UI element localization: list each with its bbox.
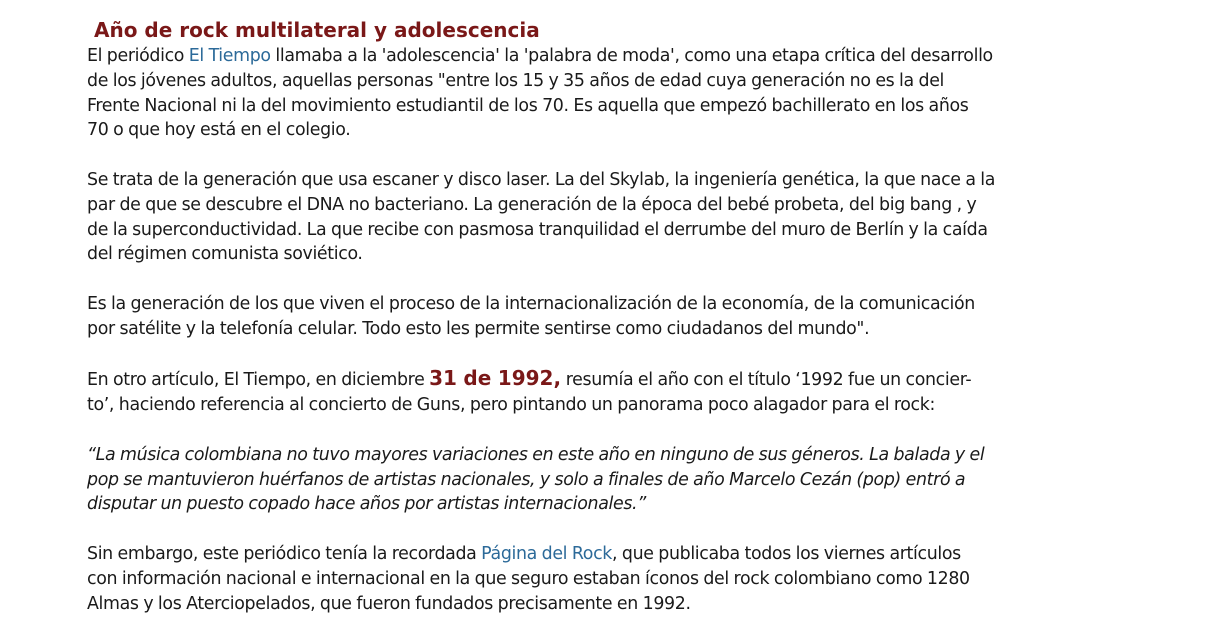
text: En otro artículo, El Tiempo, en diciembre	[87, 370, 430, 391]
date-highlight: 31 de 1992,	[429, 366, 562, 391]
quote-line: pop se mantuvieron huérfanos de artistas nacionales, y solo a finales de año Marcelo Cezán (pop) entró a	[87, 469, 966, 490]
text-line	[87, 542, 1197, 567]
paragraph-generacion	[87, 168, 1197, 267]
pagina-del-rock-link[interactable]: Página del Rock	[481, 543, 613, 564]
text-line: por satélite y la telefonía celular. Todo esto les permite sentirse como ciudadanos del mundo".	[87, 318, 870, 339]
paragraph-adolescencia	[87, 44, 1197, 143]
text: llamaba a la 'adolescencia' la 'palabra de moda', como una etapa crítica del desarrollo	[270, 46, 993, 66]
text-line: de los jóvenes adultos, aquellas personas "entre los 15 y 35 años de edad cuya generación no es la del	[87, 70, 945, 91]
article	[87, 16, 1197, 616]
text-line	[87, 44, 1197, 69]
text-line: del régimen comunista soviético.	[87, 244, 363, 265]
text: El periódico	[87, 46, 189, 66]
text: Sin embargo, este periódico tenía la recordada	[87, 543, 482, 564]
text-line: 70 o que hoy está en el colegio.	[87, 120, 351, 141]
text-line	[87, 366, 1197, 393]
text: , que publicaba todos los viernes artículos	[612, 543, 961, 564]
paragraph-otro-articulo	[87, 366, 1197, 418]
quote-line: disputar un puesto copado hace años por artistas internacionales.”	[87, 494, 646, 515]
text-line: con información nacional e internacional en la que seguro estaban íconos del rock colombiano como 1280	[87, 568, 970, 589]
el-tiempo-link[interactable]: El Tiempo	[188, 46, 271, 66]
text-line: Se trata de la generación que usa escaner y disco laser. La del Skylab, la ingeniería genética, la que nace a la	[87, 169, 996, 190]
text-line: Almas y los Aterciopelados, que fueron fundados precisamente en 1992.	[87, 593, 691, 614]
text-line: to’, haciendo referencia al concierto de Guns, pero pintando un panorama poco alagador para el rock:	[87, 395, 935, 416]
text-line: Frente Nacional ni la del movimiento estudiantil de los 70. Es aquella que empezó bachillerato en los años	[87, 95, 969, 116]
blockquote	[87, 443, 1197, 517]
article-title: Año de rock multilateral y adolescencia	[94, 18, 540, 42]
text-line: de la superconductividad. La que recibe con pasmosa tranquilidad el derrumbe del muro de Berlín y la caída	[87, 219, 988, 240]
text-line: par de que se descubre el DNA no bacteriano. La generación de la época del bebé probeta, del big bang , y	[87, 194, 977, 215]
quote-line: “La música colombiana no tuvo mayores variaciones en este año en ninguno de sus géneros. La balada y el	[87, 444, 985, 465]
paragraph-pagina-del-rock	[87, 542, 1197, 616]
text: resumía el año con el título ‘1992 fue un concier-	[561, 370, 972, 391]
paragraph-internacionalizacion	[87, 292, 1197, 342]
text-line: Es la generación de los que viven el proceso de la internacionalización de la economía, de la comunicación	[87, 293, 975, 314]
